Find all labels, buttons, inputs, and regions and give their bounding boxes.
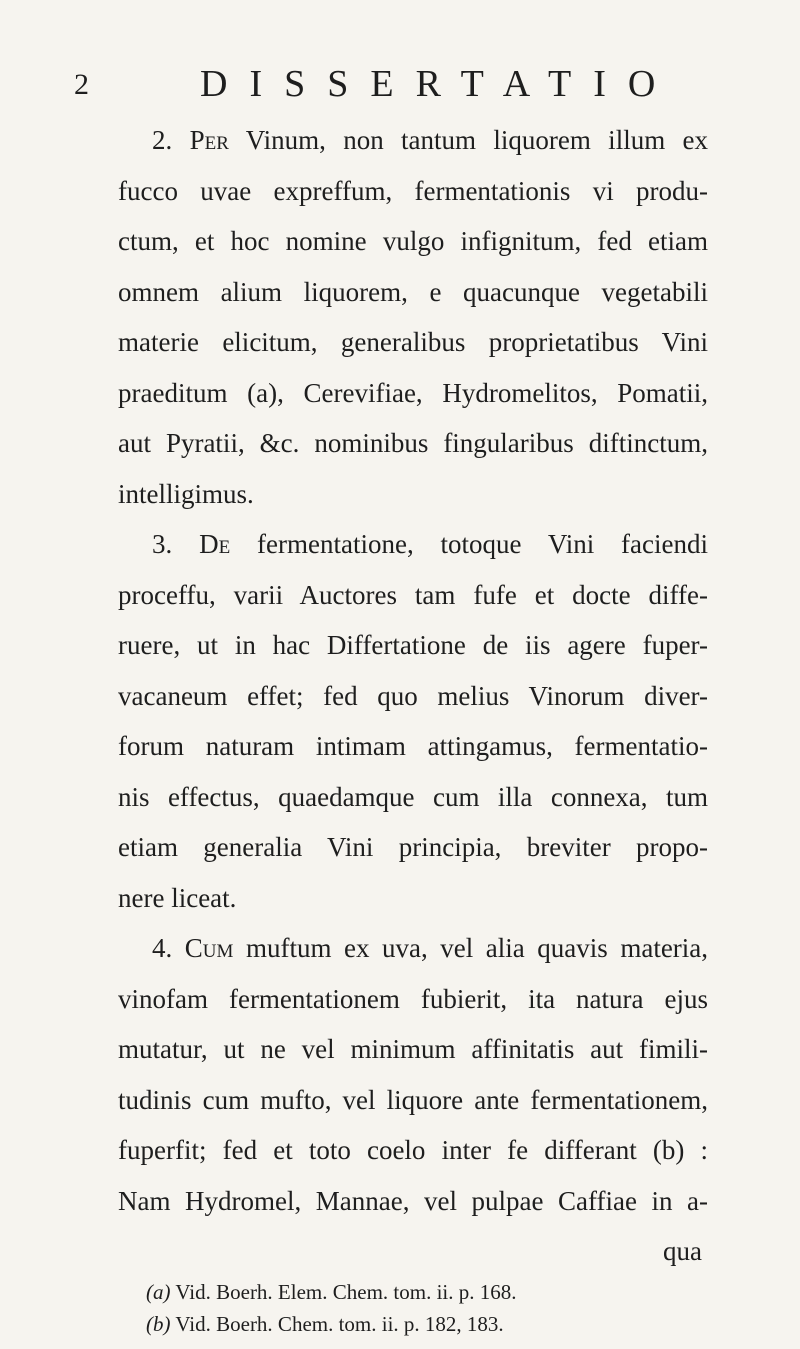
body-text <box>118 115 708 1277</box>
text-line: aut Pyratii, &c. nominibus fingularibus diftinctum, <box>118 428 708 458</box>
footnote-text: Vid. Boerh. Elem. Chem. tom. ii. p. 168. <box>175 1280 517 1304</box>
line-text: muftum ex uva, vel alia quavis materia, <box>245 933 709 963</box>
text-line: nis effectus, quaedamque cum illa connexa, tum <box>118 781 708 812</box>
text-line: ruere, ut in hac Differtatione de iis agere fuper- <box>118 630 708 660</box>
catchword: qua <box>663 1236 702 1266</box>
text-line: intelligimus. <box>118 478 254 509</box>
text-line: vacaneum effet; fed quo melius Vinorum diver- <box>118 680 708 711</box>
paragraph-number: 2. <box>152 125 173 155</box>
line-text: Vinum, non tantum liquorem illum ex <box>245 125 709 155</box>
text-line: materie elicitum, generalibus proprietatibus Vini <box>118 327 708 357</box>
line-text: fermentatione, totoque Vini faciendi <box>257 529 708 559</box>
text-line: omnem alium liquorem, e quacunque vegetabili <box>118 276 708 307</box>
text-line: mutatur, ut ne vel minimum affinitatis aut fimili- <box>118 1034 708 1064</box>
paragraph-first-word: De <box>199 529 231 559</box>
footnote-mark: (b) <box>146 1312 171 1336</box>
footnotes <box>146 1276 706 1340</box>
text-line: proceffu, varii Auctores tam fufe et docte diffe- <box>118 579 708 610</box>
running-title: DISSERTATIO <box>200 63 678 105</box>
text-line: etiam generalia Vini principia, breviter propo- <box>118 832 708 862</box>
text-line <box>118 519 708 570</box>
page-number: 2 <box>74 68 89 101</box>
paragraph-number: 4. <box>152 933 173 963</box>
text-line: vinofam fermentationem fubierit, ita natura ejus <box>118 983 708 1014</box>
text-line: fuperfit; fed et toto coelo inter fe differant (b) : <box>118 1135 708 1165</box>
text-line <box>118 923 708 974</box>
text-line: Nam Hydromel, Mannae, vel pulpae Caffiae in a- <box>118 1185 708 1216</box>
paragraph-first-word: Per <box>189 125 229 155</box>
paragraph-first-word: Cum <box>184 933 234 963</box>
text-line: praeditum (a), Cerevifiae, Hydromelitos, Pomatii, <box>118 377 708 408</box>
text-line <box>118 115 708 166</box>
text-line: nere liceat. <box>118 882 237 913</box>
paragraph-number: 3. <box>152 529 173 559</box>
footnote <box>146 1276 706 1308</box>
footnote <box>146 1308 706 1340</box>
footnote-text: Vid. Boerh. Chem. tom. ii. p. 182, 183. <box>175 1312 504 1336</box>
footnote-mark: (a) <box>146 1280 171 1304</box>
page-header <box>0 52 800 112</box>
text-line: forum naturam intimam attingamus, fermentatio- <box>118 731 708 761</box>
text-line: fucco uvae expreffum, fermentationis vi produ- <box>118 175 708 206</box>
text-line: tudinis cum mufto, vel liquore ante fermentationem, <box>118 1084 708 1115</box>
text-line: ctum, et hoc nomine vulgo infignitum, fed etiam <box>118 226 708 256</box>
